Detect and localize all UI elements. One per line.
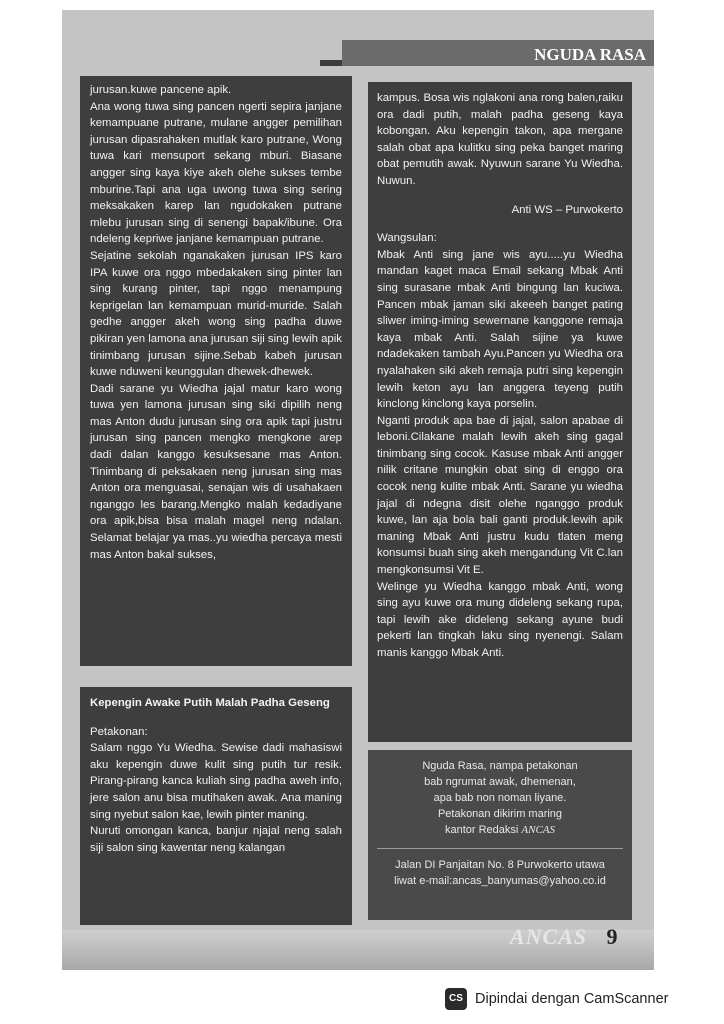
info-line: bab ngrumat awak, dhemenan, — [424, 776, 576, 788]
paragraph: Mbak Anti sing jane wis ayu.....yu Wiedha mandan kaget maca Email sekang Mbak Anti sing surasane mbak Anti bingung lan kuciwa. Pancen mbak jaman siki akeeeh banget pating sliwer iming-iming sewernane kanggone remaja kaya mbak Anti. Salah sijine ya kuwe ndadekaken tambah Ayu.Pancen yu Wiedha ora nyalahaken siki akeh remaja putri sing kepengin lewih keton ayu lan anggera teyeng putih kinclong kinclong kaya porselin. — [377, 248, 623, 411]
question-article — [80, 687, 352, 925]
info-line — [377, 822, 623, 838]
spacer — [377, 218, 623, 230]
right-column — [368, 82, 632, 742]
answer-label: Wangsulan: — [377, 232, 437, 245]
paragraph: jurusan.kuwe pancene apik. — [90, 84, 232, 96]
email-line: liwat e-mail:ancas_banyumas@yahoo.co.id — [394, 875, 606, 887]
question-label: Petakonan: — [90, 725, 148, 738]
section-title: NGUDA RASA — [534, 45, 646, 64]
camscanner-icon: CS — [445, 988, 467, 1010]
brand-name: ANCAS — [521, 824, 556, 836]
paragraph: Dadi sarane yu Wiedha jajal matur karo wong tuwa yen lamona jurusan sing siki dipilih neng mas Anton dudu jurusan sing ora apik tapi justru jurusan sing pancen mengko mengkone arep dadi dalan kanggo kesuksesane mas Anton. Tinimbang di peksakaen neng jurusan sing mas Anton ora menguasai, senajan wis di usahakaen nganggo les barang.Mengko malah kedadiyane ora apik,bisa bisa malah magel neng ndalan. Selamat belajar ya mas..yu wiedha percaya mesti mas Anton bakal sukses, — [90, 382, 342, 561]
page-number: 9 — [606, 924, 618, 949]
divider — [377, 848, 623, 849]
submission-info-box — [368, 750, 632, 920]
info-line-prefix: kantor Redaksi — [444, 824, 522, 836]
info-line: Nguda Rasa, nampa petakonan — [422, 760, 578, 772]
paragraph: Ana wong tuwa sing pancen ngerti sepira janjane kemampuane putrane, mulane angger pemilihan jurusan dipasrahaken mutlak karo putrane, Wong tuwa kari mensuport sekang mburi. Biasane angger sing kaya kiye akeh olehe sukses tembe mburine.Tapi ana uga uwong tuwa sing sering meksakaken karep lan ngudokaken putrane mlebu jurusan sing di senengi bapak/ibune. Ora ndeleng kepriwe janjane kemampuan putrane. — [90, 100, 342, 246]
info-line: Petakonan dikirim maring — [437, 808, 563, 820]
camscanner-text: Dipindai dengan CamScanner — [475, 991, 669, 1007]
spacer — [377, 190, 623, 202]
paragraph: Nuruti omongan kanca, banjur njajal neng salah siji salon sing kawentar neng kalangan — [90, 825, 342, 854]
paragraph: Sejatine sekolah nganakaken jurusan IPS karo IPA kuwe ora nggo mbedakaken sing pinter lan sing kurang pinter, tapi nggo menampung keprigelan lan kemampuan murid-muride. Salah gedhe angger akeh wong sing padha duwe pikiran yen lamona ana jurusan siji sing lewih apik tinimbang jurusan sijine.Sebab kabeh jurusan kuwe nduweni keunggulan dhewek-dhewek. — [90, 249, 342, 379]
paragraph: Welinge yu Wiedha kanggo mbak Anti, wong sing ayu kuwe ora mung dideleng sekang rupa, tapi lewih ake dideleng sekang ayune budi pekerti lan tingkah laku sing nyenengi. Salam manis kanggo Mbak Anti. — [377, 580, 623, 659]
article-title: Kepengin Awake Putih Malah Padha Geseng — [90, 697, 330, 709]
left-column-continued — [80, 76, 352, 666]
spacer — [90, 712, 342, 724]
info-line: apa bab non noman liyane. — [433, 792, 567, 804]
paragraph: Nganti produk apa bae di jajal, salon apabae di leboni.Cilakane malah lewih akeh sing gagal tinimbang sing cocok. Kasuse mbak Anti angger nilik critane mungkin obat sing di enggo ora cocok neng kulite mbak Anti. Sarane yu wiedha jajal di ndegna disit olehe nganggo produk kuwe, lan aja bola bali ganti produk.lewih apik maning Mbak Anti justru kudu tlaten meng konsumsi buah sing akeh mengandung Vit C.lan mengkonsumsi Vit E. — [377, 414, 623, 577]
address-line: Jalan DI Panjaitan No. 8 Purwokerto utawa — [395, 859, 605, 871]
question-continuation: kampus. Bosa wis nglakoni ana rong balen,raiku ora dadi putih, malah padha geseng kaya kobongan. Aku kepengin takon, apa mergane salah obat apa kulitku sing peka banget maring obat pemutih awak. Nyuwun sarane Yu Wiedha. Nuwun. — [377, 92, 623, 187]
signature: Anti WS – Purwokerto — [511, 203, 623, 216]
ancas-logo: ANCAS — [510, 924, 588, 949]
paragraph: Salam nggo Yu Wiedha. Sewise dadi mahasiswi aku kepengin duwe kulit sing putih tur resik. Pirang-pirang kanca kuliah sing padha aweh info, jere salon anu bisa mutihaken awak. Ana maning sing nyebut salon kae, lewih pinter maning. — [90, 742, 342, 821]
camscanner-watermark — [445, 980, 715, 1018]
